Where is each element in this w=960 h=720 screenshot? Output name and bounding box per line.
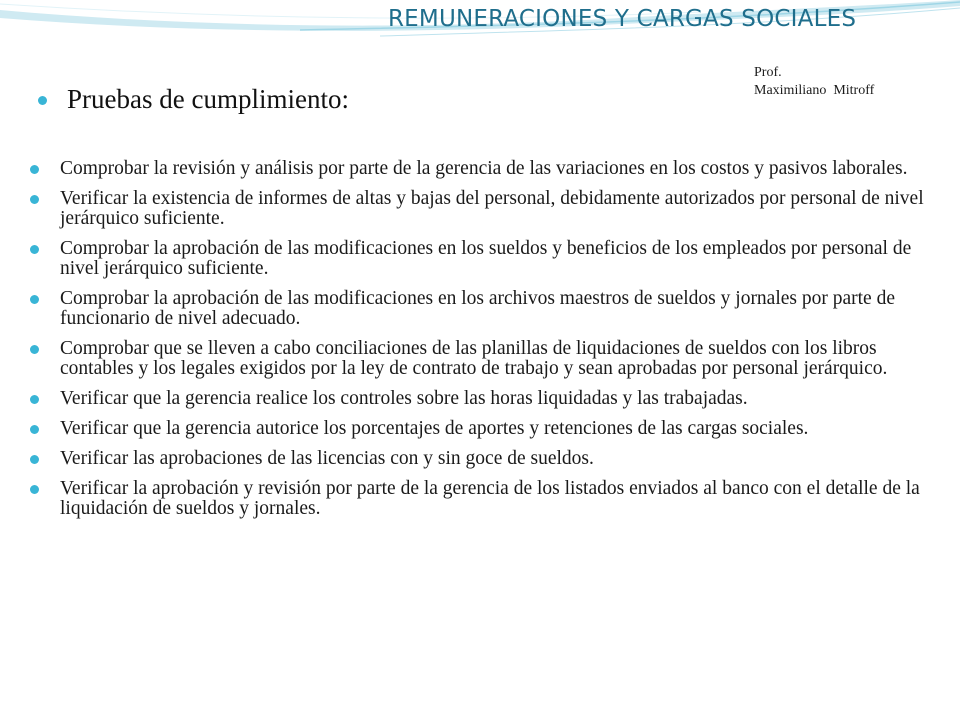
author-line-2: Maximiliano Mitroff: [754, 83, 875, 98]
slide-title: REMUNERACIONES Y CARGAS SOCIALES: [388, 6, 857, 32]
list-item: [30, 289, 946, 329]
list-item: [30, 479, 946, 519]
list-item: [30, 449, 946, 469]
bullet-icon: [30, 295, 39, 304]
bullet-icon: [30, 455, 39, 464]
bullet-icon: [38, 96, 47, 105]
bullet-icon: [30, 345, 39, 354]
list-item-text: Comprobar la revisión y análisis por parte de la gerencia de las variaciones en los costos y pasivos laborales.: [60, 158, 908, 179]
bullet-icon: [30, 485, 39, 494]
list-item-text: Verificar la aprobación y revisión por parte de la gerencia de los listados enviados al banco con el detalle de la liquidación de sueldos y jornales.: [60, 478, 920, 519]
bullet-icon: [30, 165, 39, 174]
list-item-text: Comprobar la aprobación de las modificaciones en los sueldos y beneficios de los empleados por personal de nivel jerárquico suficiente.: [60, 238, 912, 279]
list-item: [30, 339, 946, 379]
author-line-1: Prof.: [754, 65, 782, 80]
list-item-text: Comprobar la aprobación de las modificaciones en los archivos maestros de sueldos y jornales por parte de funcionario de nivel adecuado.: [60, 288, 895, 329]
bullet-icon: [30, 195, 39, 204]
list-item-text: Verificar que la gerencia autorice los porcentajes de aportes y retenciones de las cargas sociales.: [60, 418, 809, 439]
list-item: [30, 239, 946, 279]
list-item-text: Comprobar que se lleven a cabo conciliaciones de las planillas de liquidaciones de sueldos con los libros contables y los legales exigidos por la ley de contrato de trabajo y sean aprobadas por personal jerárquico.: [60, 338, 888, 379]
bullet-icon: [30, 425, 39, 434]
list-item-text: Verificar que la gerencia realice los controles sobre las horas liquidadas y las trabajadas.: [60, 388, 748, 409]
list-item: [30, 419, 946, 439]
section-heading-text: Pruebas de cumplimiento:: [67, 84, 349, 114]
list-item-text: Verificar las aprobaciones de las licencias con y sin goce de sueldos.: [60, 448, 594, 469]
list-item: [30, 159, 946, 179]
list-item: [30, 189, 946, 229]
bullet-list: [30, 159, 946, 529]
list-item-text: Verificar la existencia de informes de altas y bajas del personal, debidamente autorizados por personal de nivel jerárquico suficiente.: [60, 188, 924, 229]
list-item: [30, 389, 946, 409]
author-block: [754, 64, 874, 100]
section-heading: [38, 84, 349, 115]
bullet-icon: [30, 245, 39, 254]
bullet-icon: [30, 395, 39, 404]
